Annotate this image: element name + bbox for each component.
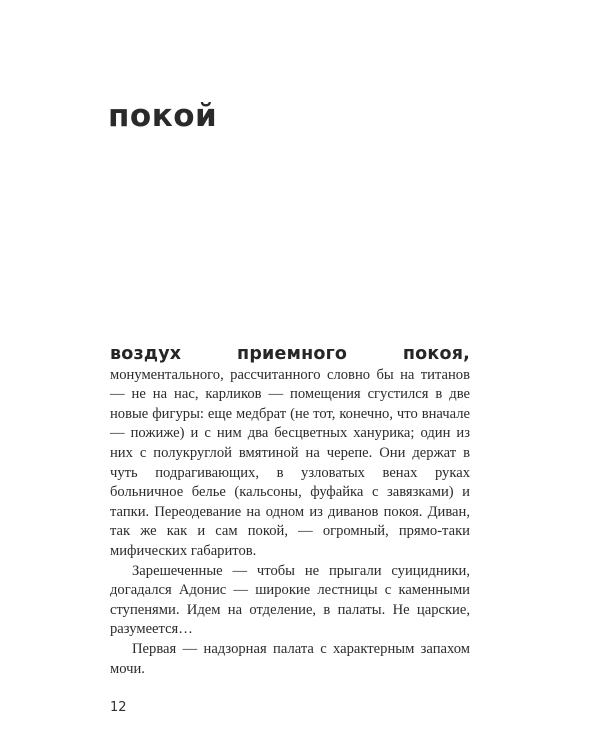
- paragraph-1: [110, 345, 470, 562]
- lead-in: воздух приемного покоя,: [110, 344, 470, 364]
- chapter-title: покой: [108, 98, 218, 134]
- paragraph-1-text: монументального, рассчитанного словно бы на титанов — не на нас, карликов — помещения сгустился в две новые фигуры: еще медбрат (не тот, конечно, что вначале — пожиже) и с ним два бесцветных ханурика; один из них с полукруглой вмятиной на черепе. Они держат в чуть подрагивающих, в узловатых венах руках больничное белье (кальсоны, фуфайка с завязками) и тапки. Переодевание на одном из диванов покоя. Диван, так же как и сам покой, — огромный, прямо-таки мифических габаритов.: [110, 366, 470, 559]
- page-number: 12: [110, 700, 127, 715]
- body-text: [110, 345, 470, 679]
- paragraph-3: Первая — надзорная палата с характерным запахом мочи.: [110, 640, 470, 677]
- paragraph-2: Зарешеченные — чтобы не прыгали суицидники, догадался Адонис — широкие лестницы с каменными ступенями. Идем на отделение, в палаты. Не царские, разумеется…: [110, 562, 470, 638]
